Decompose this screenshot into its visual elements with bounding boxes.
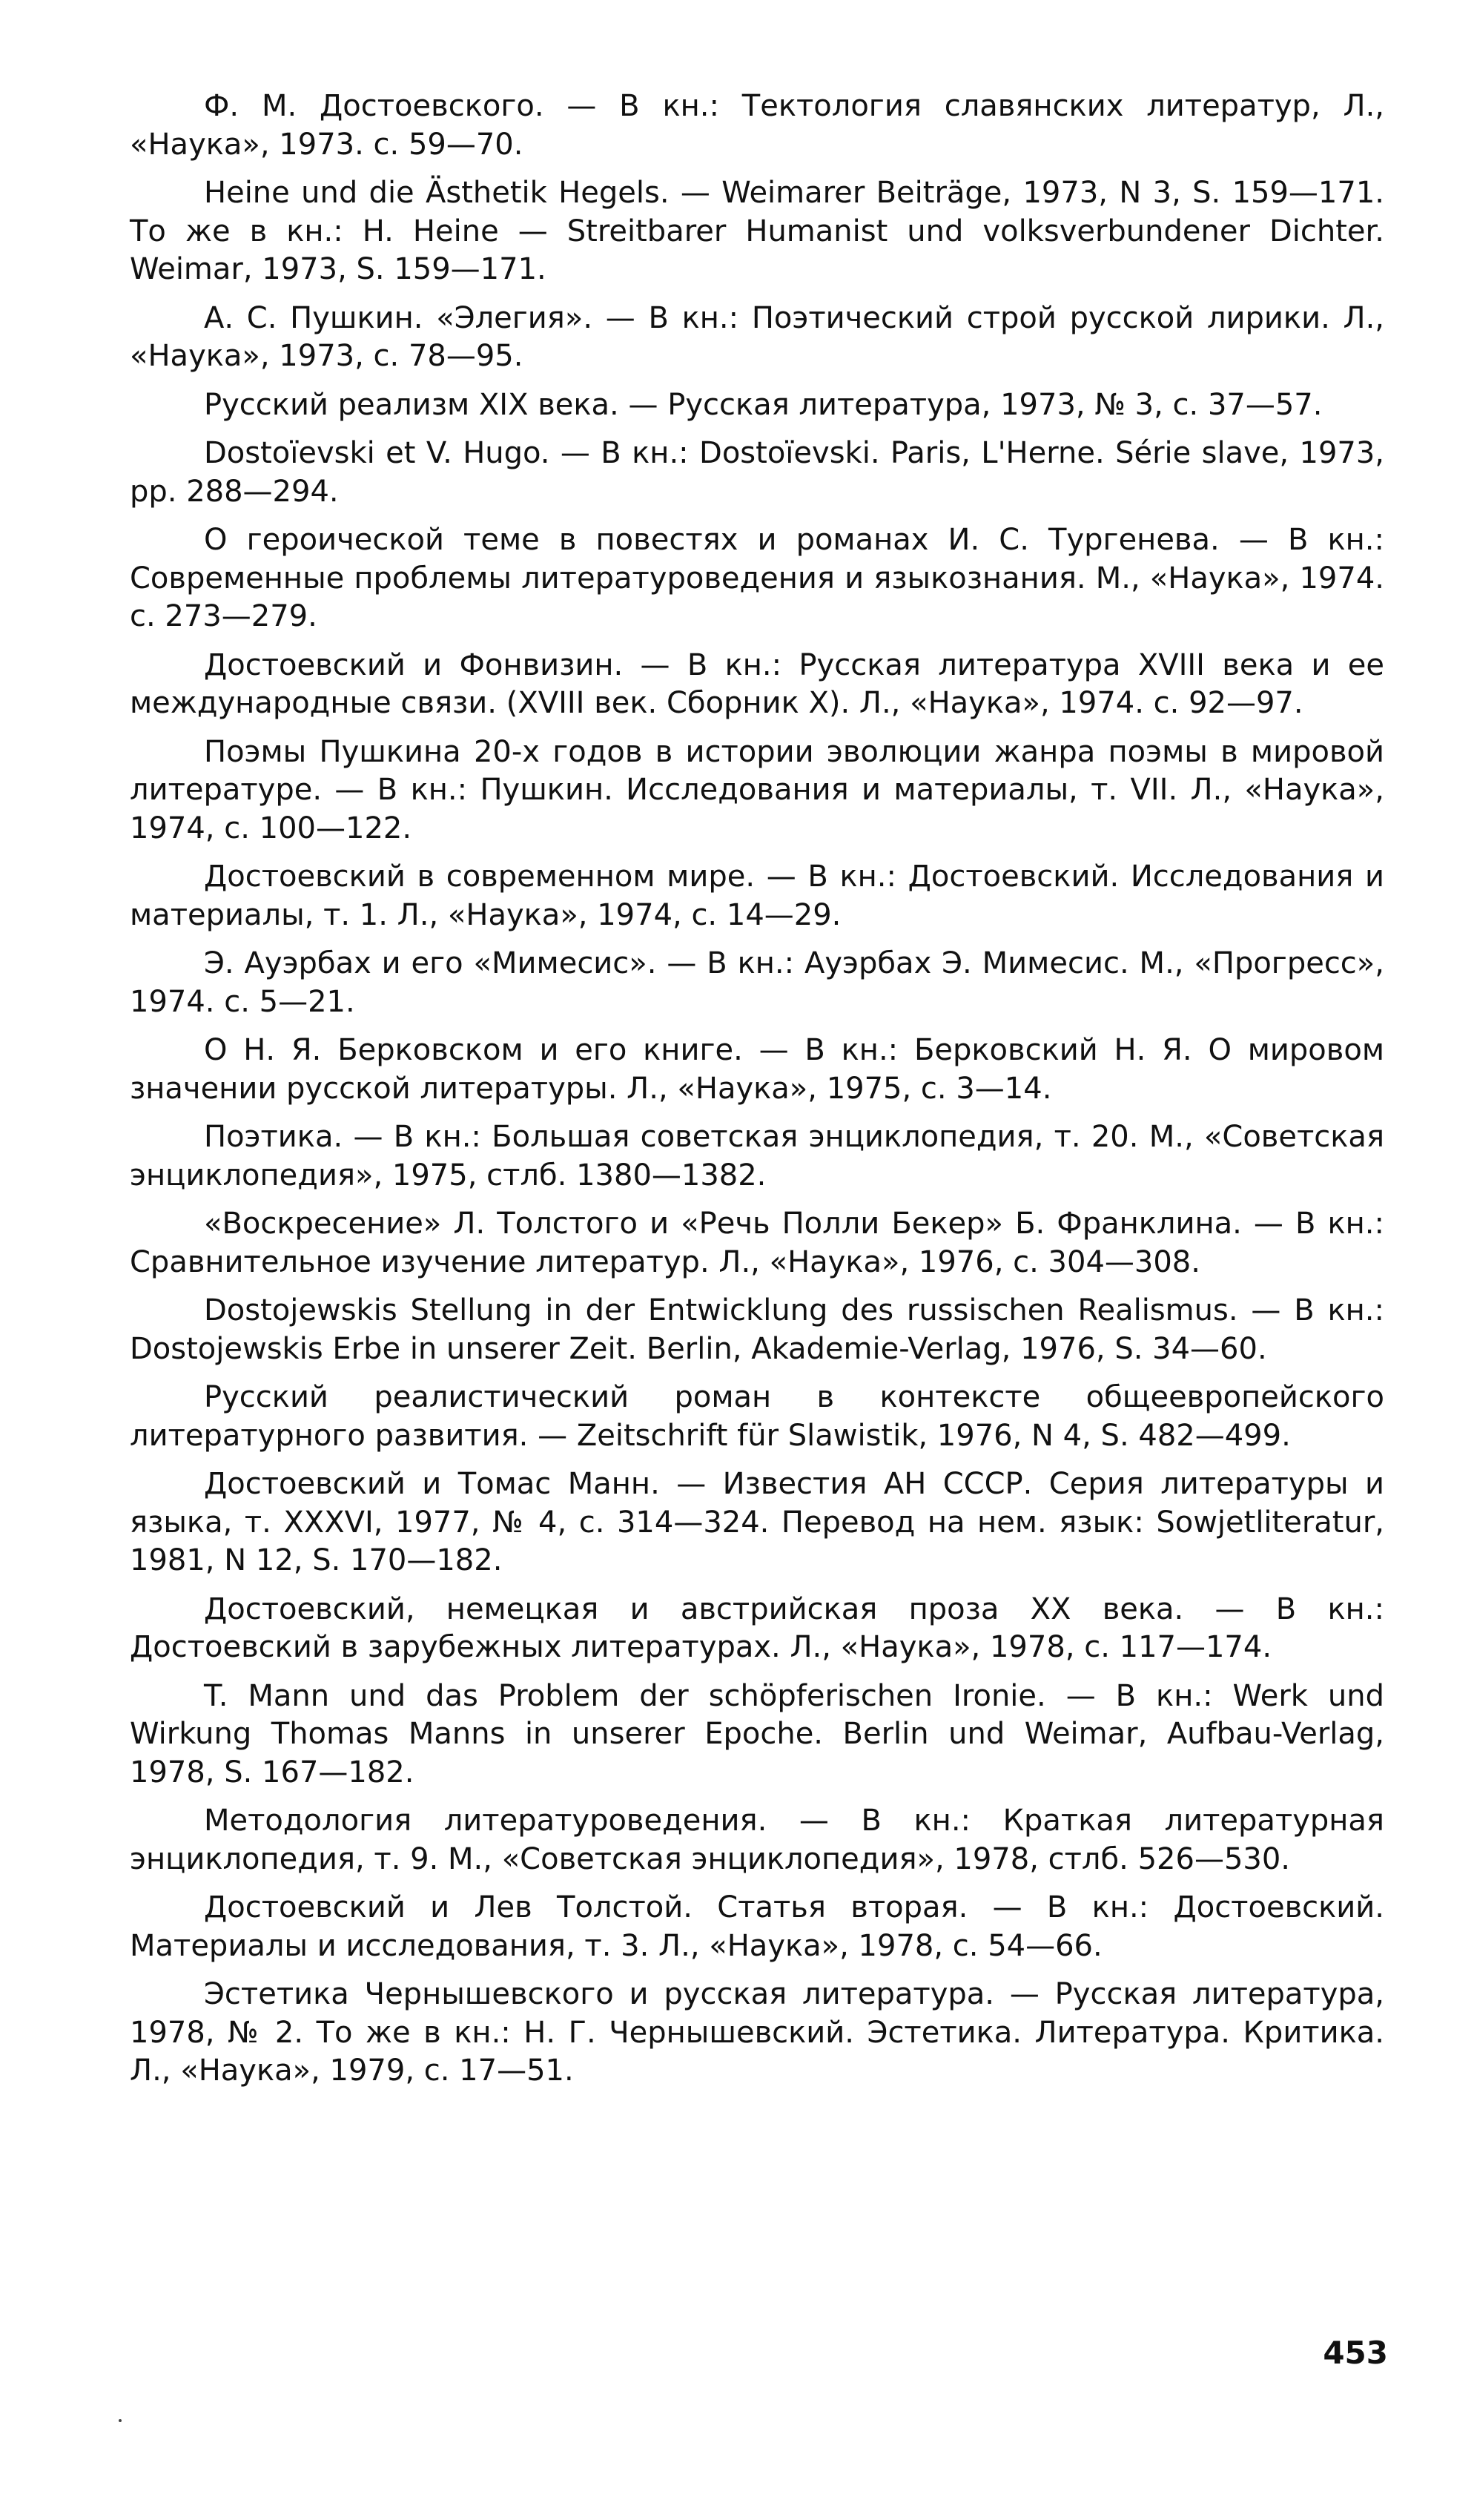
print-speck bbox=[119, 2419, 122, 2422]
bibliography-list bbox=[130, 88, 1384, 2101]
bibliography-entry: Dostojewskis Stellung in der Entwicklung des russischen Realismus. — В кн.: Dostojewskis Erbe in unserer Zeit. Berlin, Akademie-Verlag, 1976, S. 34—60. bbox=[130, 1293, 1384, 1366]
bibliography-entry: А. С. Пушкин. «Элегия». — В кн.: Поэтический строй русской лирики. Л., «Наука», 1973, с. 78—95. bbox=[130, 300, 1384, 373]
bibliography-entry: Достоевский и Томас Манн. — Известия АН СССР. Серия литературы и языка, т. XXXVI, 1977, № 4, с. 314—324. Перевод на нем. язык: Sowjetliteratur, 1981, N 12, S. 170—182. bbox=[130, 1467, 1384, 1577]
bibliography-entry: Ф. М. Достоевского. — В кн.: Тектология славянских литератур, Л., «Наука», 1973. с. 59—70. bbox=[130, 89, 1384, 162]
bibliography-entry: Поэмы Пушкина 20-х годов в истории эволюции жанра поэмы в мировой литературе. — В кн.: Пушкин. Исследования и материалы, т. VII. Л., «Наука», 1974, с. 100—122. bbox=[130, 734, 1384, 845]
bibliography-entry: Достоевский, немецкая и австрийская проза XX века. — В кн.: Достоевский в зарубежных литературах. Л., «Наука», 1978, с. 117—174. bbox=[130, 1592, 1384, 1664]
bibliography-entry: Dostoïevski et V. Hugo. — В кн.: Dostoïevski. Paris, L'Herne. Série slave, 1973, pp. 288—294. bbox=[130, 436, 1384, 509]
bibliography-entry: Русский реалистический роман в контексте общеевропейского литературного развития. — Zeitschrift für Slawistik, 1976, N 4, S. 482—499. bbox=[130, 1380, 1384, 1453]
page-number: 453 bbox=[1323, 2335, 1388, 2371]
bibliography-entry: О героической теме в повестях и романах И. С. Тургенева. — В кн.: Современные проблемы литературоведения и языкознания. М., «Наука», 1974. с. 273—279. bbox=[130, 523, 1384, 633]
bibliography-entry: «Воскресение» Л. Толстого и «Речь Полли Бекер» Б. Франклина. — В кн.: Сравнительное изучение литератур. Л., «Наука», 1976, с. 304—308. bbox=[130, 1207, 1384, 1279]
bibliography-entry: Достоевский и Фонвизин. — В кн.: Русская литература XVIII века и ее международные связи. (XVIII век. Сборник X). Л., «Наука», 1974. с. 92—97. bbox=[130, 647, 1384, 720]
bibliography-entry: Достоевский в современном мире. — В кн.: Достоевский. Исследования и материалы, т. 1. Л., «Наука», 1974, с. 14—29. bbox=[130, 860, 1384, 932]
bibliography-entry: Достоевский и Лев Толстой. Статья вторая. — В кн.: Достоевский. Материалы и исследования, т. 3. Л., «Наука», 1978, с. 54—66. bbox=[130, 1890, 1384, 1963]
bibliography-entry: Э. Ауэрбах и его «Мимесис». — В кн.: Ауэрбах Э. Мимесис. М., «Прогресс», 1974. с. 5—21. bbox=[130, 946, 1384, 1019]
bibliography-entry: Поэтика. — В кн.: Большая советская энциклопедия, т. 20. М., «Советская энциклопедия», 1975, стлб. 1380—1382. bbox=[130, 1120, 1384, 1193]
bibliography-entry: Эстетика Чернышевского и русская литература. — Русская литература, 1978, № 2. То же в кн.: Н. Г. Чернышевский. Эстетика. Литература. Критика. Л., «Наука», 1979, с. 17—51. bbox=[130, 1977, 1384, 2088]
bibliography-entry: О Н. Я. Берковском и его книге. — В кн.: Берковский Н. Я. О мировом значении русской литературы. Л., «Наука», 1975, с. 3—14. bbox=[130, 1033, 1384, 1106]
bibliography-entry: Heine und die Ästhetik Hegels. — Weimarer Beiträge, 1973, N 3, S. 159—171. То же в кн.: H. Heine — Streitbarer Humanist und volksverbundener Dichter. Weimar, 1973, S. 159—171. bbox=[130, 176, 1384, 286]
bibliography-entry: Русский реализм XIX века. — Русская литература, 1973, № 3, с. 37—57. bbox=[204, 387, 1323, 422]
bibliography-entry: T. Mann und das Problem der schöpferischen Ironie. — В кн.: Werk und Wirkung Thomas Manns in unserer Epoche. Berlin und Weimar, Aufbau-Verlag, 1978, S. 167—182. bbox=[130, 1678, 1384, 1790]
bibliography-entry: Методология литературоведения. — В кн.: Краткая литературная энциклопедия, т. 9. М., «Советская энциклопедия», 1978, стлб. 526—530. bbox=[130, 1804, 1384, 1876]
